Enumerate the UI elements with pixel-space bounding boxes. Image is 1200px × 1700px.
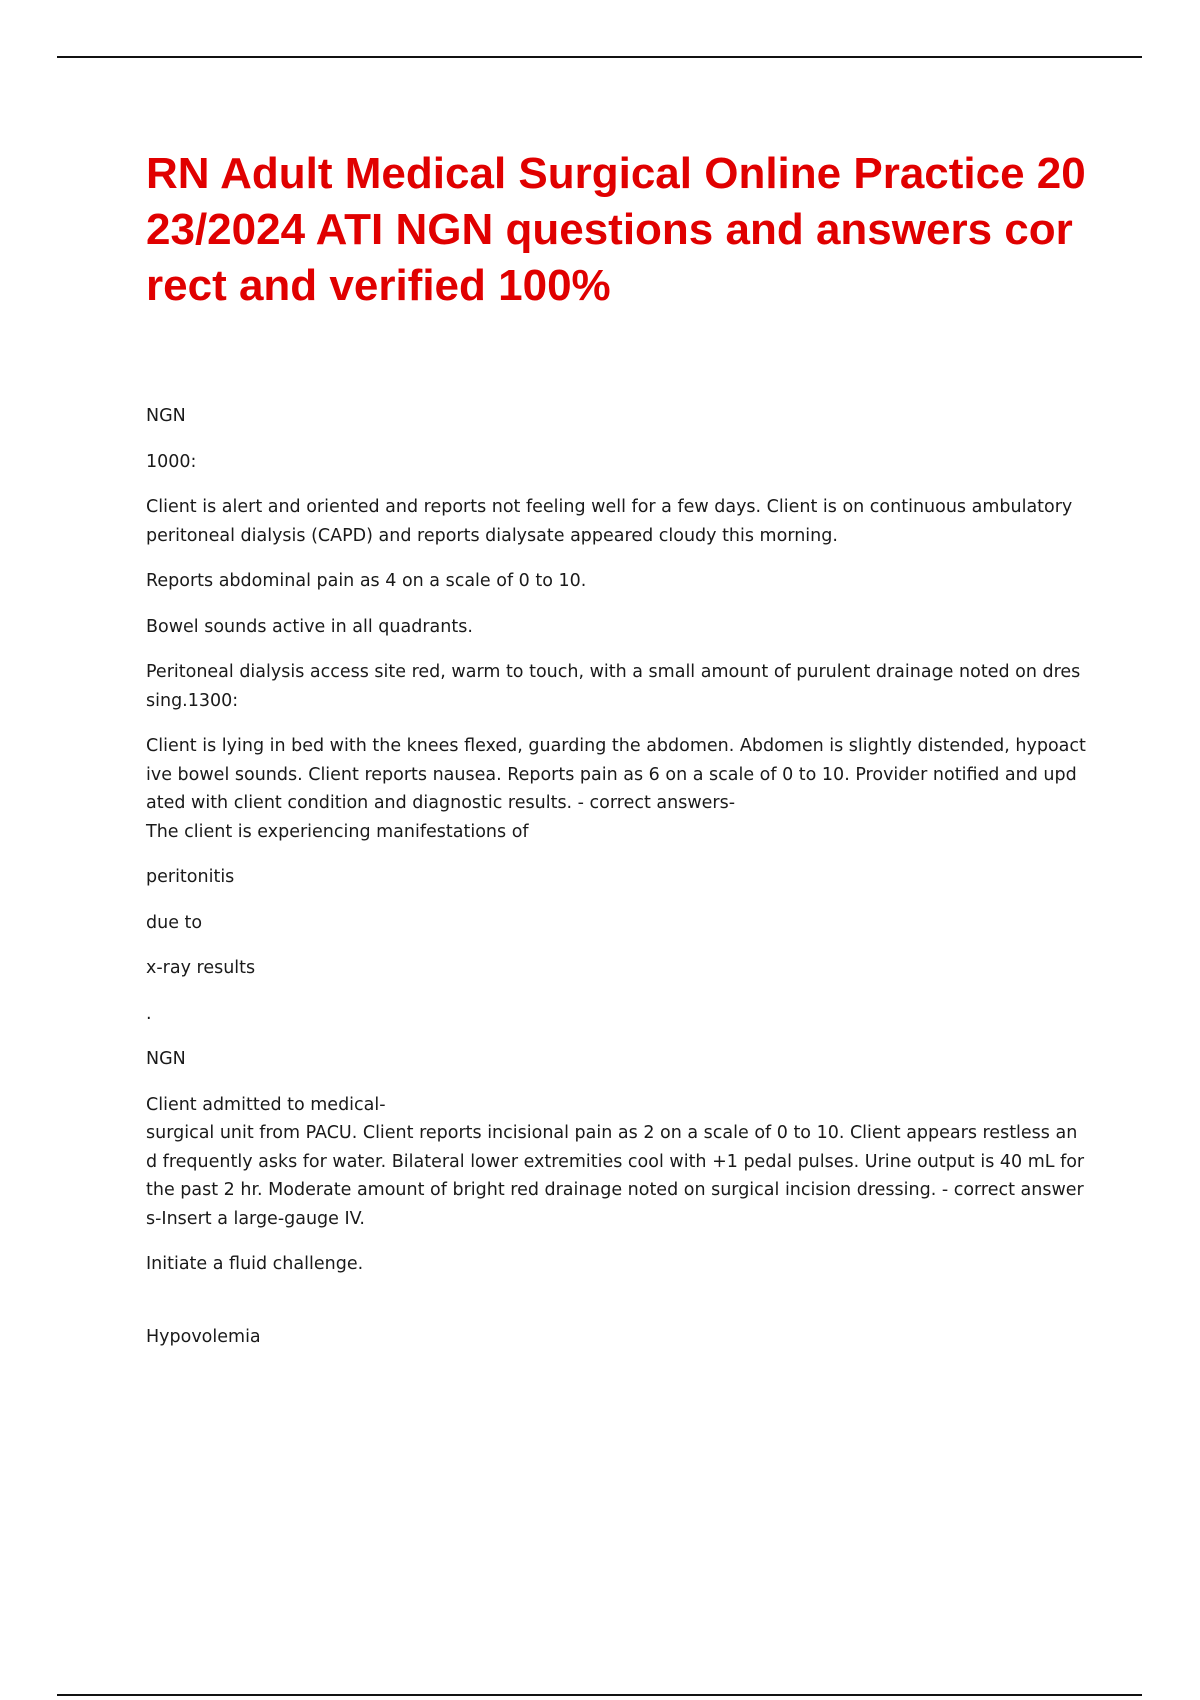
paragraph-ngn-heading-2: NGN bbox=[146, 1049, 186, 1069]
top-rule bbox=[57, 56, 1142, 58]
paragraph-client-admitted-line: Client admitted to medical- bbox=[146, 1094, 386, 1115]
paragraph-ngn-heading: NGN bbox=[146, 406, 186, 426]
paragraph-client-alert: Client is alert and oriented and reports not feeling well for a few days. Client is on continuous ambulatory peritoneal dialysis (CAPD) and reports dialysate appeared cloudy this morning. bbox=[146, 497, 1073, 546]
document-title: RN Adult Medical Surgical Online Practice 2023/2024 ATI NGN questions and answers correct and verified 100% bbox=[146, 149, 1086, 310]
paragraph-access-site: Peritoneal dialysis access site red, warm to touch, with a small amount of purulent drainage noted on dressing.1300: bbox=[146, 662, 1081, 711]
paragraph-manifestations: The client is experiencing manifestations of bbox=[146, 821, 529, 842]
paragraph-client-lying-text: Client is lying in bed with the knees flexed, guarding the abdomen. Abdomen is slightly distended, hypoactive bowel sounds. Client reports nausea. Reports pain as 6 on a scale of 0 to 10. Provider notified and updated with client condition and diagnostic results. - correct answers- bbox=[146, 736, 1086, 813]
answer-xray-results: x-ray results bbox=[146, 958, 256, 978]
bottom-rule bbox=[57, 1694, 1142, 1696]
paragraph-client-lying bbox=[146, 732, 1086, 846]
paragraph-surgical-unit: surgical unit from PACU. Client reports incisional pain as 2 on a scale of 0 to 10. Client appears restless and frequently asks for water. Bilateral lower extremities cool with +1 pedal pulses. Urine output is 40 mL for the past 2 hr. Moderate amount of bright red drainage noted on surgical incision dressing. - correct answers-Insert a large-gauge IV. bbox=[146, 1123, 1085, 1229]
paragraph-time-1000: 1000: bbox=[146, 451, 197, 472]
paragraph-due-to: due to bbox=[146, 912, 203, 933]
answer-hypovolemia: Hypovolemia bbox=[146, 1326, 261, 1347]
document-body bbox=[146, 402, 1086, 1368]
paragraph-client-admitted bbox=[146, 1091, 1086, 1234]
paragraph-fluid-challenge: Initiate a fluid challenge. bbox=[146, 1254, 364, 1274]
paragraph-abdominal-pain: Reports abdominal pain as 4 on a scale of 0 to 10. bbox=[146, 571, 587, 591]
paragraph-period: . bbox=[146, 1003, 152, 1024]
paragraph-bowel-sounds: Bowel sounds active in all quadrants. bbox=[146, 616, 473, 637]
answer-peritonitis: peritonitis bbox=[146, 867, 235, 887]
